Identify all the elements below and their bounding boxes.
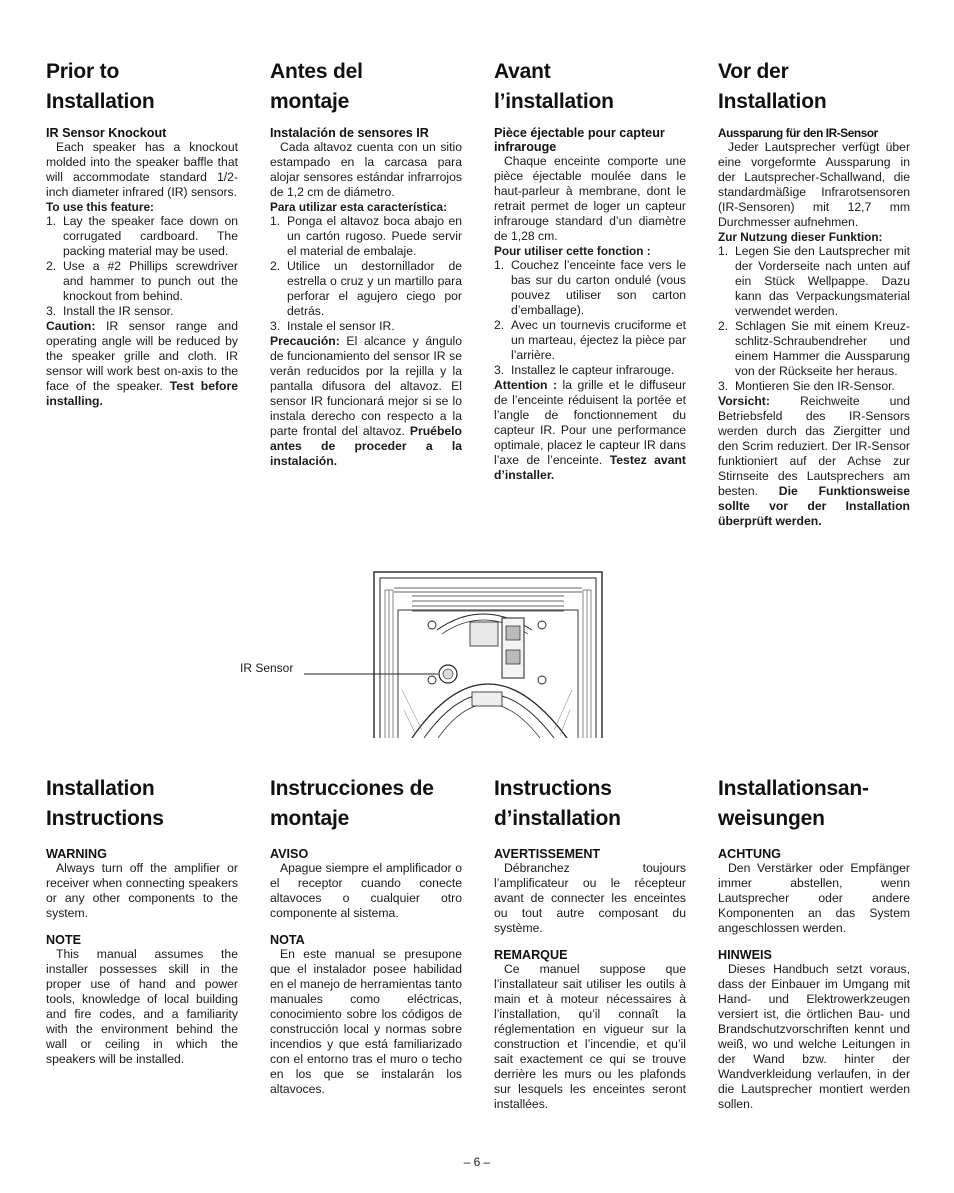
warning-text: Débranchez toujours l’amplificateur ou le récepteur avant de connecter les enceintes ou tout autre composant du système. [494,861,686,935]
note-text: Ce manuel suppose que l’installateur sait utiliser les outils à main et à moteur nécessaires à l’installation, qu’il connaît la réglementation en vigueur sur la construction et l’incendie, et qu’il sait exactement ce qui se trouve derrière les murs ou les plafonds sur lesquels les enceintes seront installées. [494,962,686,1111]
subhead: Aussparung für den IR-Sensor [718,126,878,140]
caution-text: Caution: IR sensor range and operating angle will be reduced by the speaker grille and cloth. IR sensor will work best on-axis to the face of the speaker. Test before installing. [46,319,238,408]
list-item: 2. Use a #2 Phillips screwdriver and hammer to punch out the knockout from behind. [46,259,238,303]
prior-installation-es [270,57,462,469]
installation-instructions-es [270,774,462,1097]
warning-text: Apague siempre el amplificador o el receptor cuando conecte altavoces o cualquier otro componente al sistema. [270,861,462,920]
installation-instructions-fr [494,774,686,1112]
installation-instructions-de [718,774,910,1112]
section-title: Antes del montaje [270,60,363,113]
list-item: 3. Instale el sensor IR. [270,319,395,333]
steps-list [494,258,686,378]
note-heading: NOTA [270,933,305,947]
note-text: En este manual se presupone que el instalador posee habilidad en el manejo de herramientas tanto manuales como eléctricas, conocimiento sobre los códigos de construcción local y normas sobre incendios y que está familiarizado con el entorno tras el muro o techo en los que se instalarán los altavoces. [270,947,462,1096]
list-item: 2. Utilice un destornillador de estrella o cruz y un martillo para perforar el agujero ciego por detrás. [270,259,462,318]
note-text: This manual assumes the installer possesses skill in the proper use of hand and power tools, knowledge of local building and fire codes, and a familiarity with the environment behind the wall or ceiling in which the speakers will be installed. [46,947,238,1066]
list-item: 3. Montieren Sie den IR-Sensor. [718,379,895,393]
section-title: Installationsan- weisungen [718,777,869,830]
steps-list [718,244,910,394]
intro-text: Cada altavoz cuenta con un sitio estampado en la carcasa para alojar sensores estándar infrarrojos de 1,2 cm de diámetro. [270,140,462,199]
intro-text: Chaque enceinte comporte une pièce éjectable moulée dans le haut-parleur à membrane, dont le retrait permet de loger un capteur infrarouge standard d’un diamètre de 1,28 cm. [494,154,686,243]
caution-text: Attention : la grille et le diffuseur de l’enceinte réduisent la portée et l’angle de fonctionnement du capteur IR. Pour une performance optimale, placez le capteur IR dans l’axe de l’enceinte. Testez avant d’installer. [494,378,686,482]
list-item: 3. Install the IR sensor. [46,304,174,318]
speaker-drawing [372,570,604,738]
note-heading: REMARQUE [494,948,568,962]
use-heading: Zur Nutzung dieser Funktion: [718,230,883,244]
subhead: Instalación de sensores IR [270,126,429,140]
warning-heading: WARNING [46,847,107,861]
intro-text: Each speaker has a knockout molded into the speaker baffle that will accommodate standard 1/2-inch diameter infrared (IR) sensors. [46,140,238,199]
note-text: Dieses Handbuch setzt voraus, dass der Einbauer im Umgang mit Hand- und Elektrowerkzeugen versiert ist, die örtlichen Bau- und Brandschutzvorschriften kennt und weiß, wo und welche Leitungen in der Wand bzw. hinter der Wandverkleidung verlaufen, in der die Lautsprecher montiert werden sollen. [718,962,910,1111]
list-item: 2. Schlagen Sie mit einem Kreuz-schlitz-Schraubendreher und einem Hammer die Aussparung von der Rückseite her heraus. [718,319,910,378]
warning-heading: AVERTISSEMENT [494,847,601,861]
caution-text: Precaución: El alcance y ángulo de funcionamiento del sensor IR se verán reducidos por la rejilla y la pantalla difusora del altavoz. El sensor IR funcionará mejor si se lo instala derecho con respecto a la parte frontal del altavoz. Pruébelo antes de proceder a la instalación. [270,334,462,468]
intro-text: Jeder Lautsprecher verfügt über eine vorgeformte Aussparung in der Lautsprecher-Schallwand, die standardmäßige Infrarotsensoren (IR-Sensoren) mit 12,7 mm Durchmesser aufnehmen. [718,140,910,229]
prior-installation-en [46,57,238,409]
page-number: – 6 – [463,1155,491,1169]
section-title: Installation Instructions [46,777,164,830]
use-heading: Para utilizar esta característica: [270,200,448,214]
list-item: 1. Legen Sie den Lautsprecher mit der Vorderseite nach unten auf ein Stück Wellpappe. Dazu kann das Verpackungsmaterial verwendet werden. [718,244,910,318]
speaker-illustration [372,570,604,738]
installation-instructions-en [46,774,238,1067]
section-title: Instructions d’installation [494,777,621,830]
prior-installation-de [718,57,910,529]
section-title: Instrucciones de montaje [270,777,434,830]
subhead: IR Sensor Knockout [46,126,167,140]
ir-sensor-label: IR Sensor [240,661,294,675]
steps-list [270,214,462,334]
warning-text: Always turn off the amplifier or receiver when connecting speakers or any other components to the system. [46,861,238,920]
subhead: Pièce éjectable pour capteur infrarouge [494,126,665,154]
warning-text: Den Verstärker oder Empfänger immer abstellen, wenn Lautsprecher oder andere Komponenten an das System angeschlossen werden. [718,861,910,935]
caution-text: Vorsicht: Reichweite und Betriebsfeld des IR-Sensors werden durch das Ziergitter und den Scrim reduziert. Der IR-Sensor funktioniert auf der Achse zur Stirnseite des Lautsprechers am besten. Die Funktionsweise sollte vor der Installation überprüft werden. [718,394,910,528]
use-heading: To use this feature: [46,200,154,214]
list-item: 1. Lay the speaker face down on corrugated cardboard. The packing material may be used. [46,214,238,258]
note-heading: NOTE [46,933,81,947]
list-item: 1. Ponga el altavoz boca abajo en un cartón rugoso. Puede servir el material de embalaje. [270,214,462,258]
warning-heading: ACHTUNG [718,847,781,861]
steps-list [46,214,238,319]
use-heading: Pour utiliser cette fonction : [494,244,651,258]
section-title: Avant l’installation [494,60,614,113]
section-title: Prior to Installation [46,60,155,113]
section-title: Vor der Installation [718,60,827,113]
list-item: 1. Couchez l’enceinte face vers le bas sur du carton ondulé (vous pouvez utiliser son carton d’emballage). [494,258,686,317]
warning-heading: AVISO [270,847,309,861]
note-heading: HINWEIS [718,948,772,962]
list-item: 2. Avec un tournevis cruciforme et un marteau, éjectez la pièce par l’arrière. [494,318,686,362]
list-item: 3. Installez le capteur infrarouge. [494,363,675,377]
prior-installation-fr [494,57,686,483]
